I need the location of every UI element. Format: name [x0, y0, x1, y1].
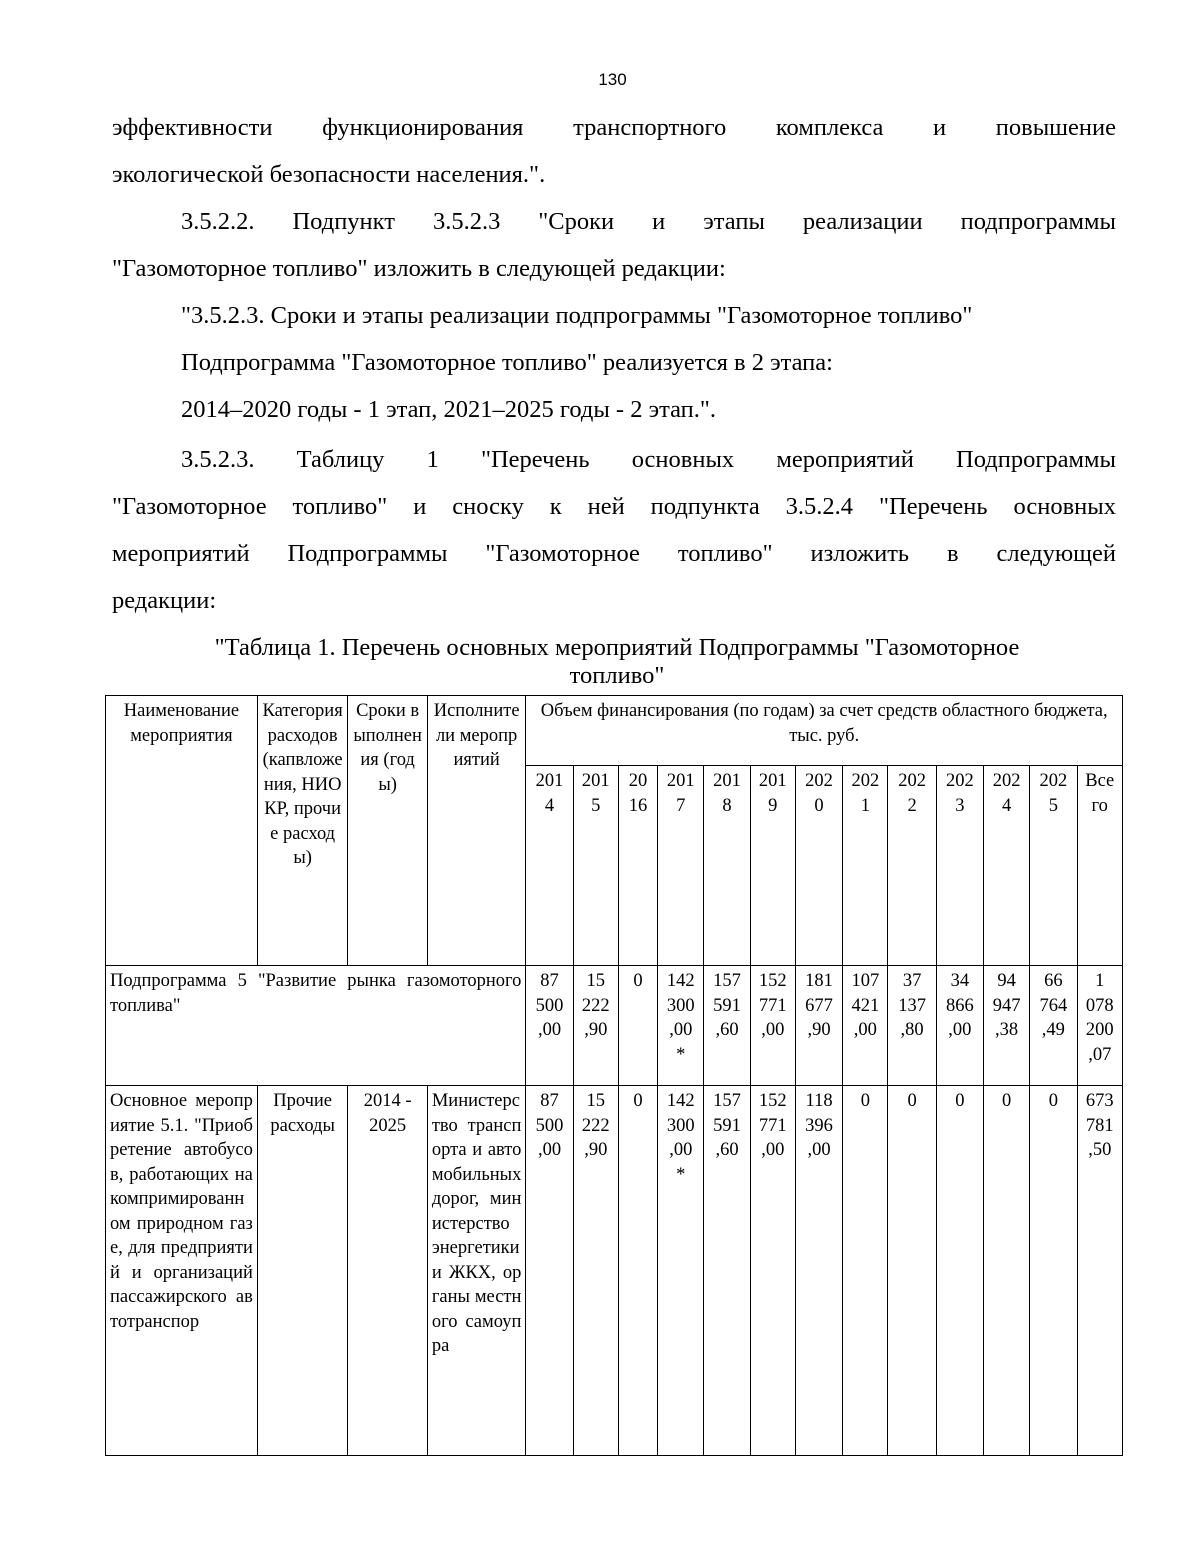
year-header-2 [618, 766, 657, 966]
subprogram-value-4 [704, 966, 750, 1086]
measure-value-8 [888, 1086, 936, 1456]
subprogram-value-3-part: ,00 [669, 1020, 693, 1040]
paragraph-4: Подпрограмма "Газомоторное топливо" реализуется в 2 этапа: [181, 349, 833, 376]
measure-value-5-part: 152 [758, 1091, 787, 1111]
subprogram-value-0 [526, 966, 573, 1086]
subprogram-value-8-part: ,80 [900, 1020, 924, 1040]
measure-value-8-part: 0 [907, 1091, 917, 1111]
subprogram-value-10-part: ,38 [995, 1020, 1019, 1040]
year-header-1-part: 5 [591, 795, 601, 816]
measure-value-0-part: 500 [535, 1115, 564, 1136]
measure-value-9-part: 0 [955, 1091, 965, 1111]
subprogram-value-2-part: 0 [633, 971, 643, 991]
subprogram-value-0-part: ,00 [537, 1020, 562, 1040]
measure-value-9 [936, 1086, 983, 1456]
year-header-8 [888, 766, 936, 966]
measure-value-2 [618, 1086, 657, 1456]
subprogram-value-4-part: 157 [713, 971, 741, 991]
header-category: Категория расходов (капвложения, НИОКР, прочие расходы) [257, 696, 348, 966]
paragraph-6-line-2: "Газомоторное топливо" и сноску к ней подпункта 3.5.2.4 "Перечень основных [112, 493, 1116, 520]
subprogram-value-6 [795, 966, 842, 1086]
measure-value-7 [843, 1086, 888, 1456]
subprogram-value-3 [658, 966, 704, 1086]
measure-value-0 [526, 1086, 573, 1456]
subprogram-value-2 [618, 966, 657, 1086]
paragraph-6-line-4: редакции: [112, 587, 217, 614]
measure-value-1-part: 222 [581, 1115, 610, 1136]
measure-value-4 [704, 1086, 750, 1456]
measure-value-3 [658, 1086, 704, 1456]
measure-value-5 [750, 1086, 795, 1456]
measure-value-6 [795, 1086, 842, 1456]
subprogram-value-3-part: * [676, 1044, 686, 1065]
measure-value-6-part: ,00 [807, 1140, 831, 1160]
paragraph-3: "3.5.2.3. Сроки и этапы реализации подпрограммы "Газомоторное топливо" [181, 302, 973, 329]
year-header-6 [795, 766, 842, 966]
year-header-9-part: 3 [955, 795, 965, 816]
measure-value-1-part: ,90 [584, 1140, 608, 1160]
paragraph-6-line-1: 3.5.2.3. Таблицу 1 "Перечень основных мероприятий Подпрограммы [181, 446, 1116, 473]
subprogram-value-10-part: 94 [997, 971, 1016, 991]
subprogram-value-1-part: 15 [586, 971, 606, 991]
year-header-11-part: 5 [1048, 795, 1058, 816]
year-header-10-part: 4 [1001, 795, 1012, 816]
table-title-line-1: "Таблица 1. Перечень основных мероприятий Подпрограммы "Газомоторное [214, 634, 1020, 661]
header-name: Наименование мероприятия [106, 696, 258, 966]
year-header-7 [843, 766, 888, 966]
subprogram-value-3-part: 300 [666, 995, 695, 1016]
year-header-9 [936, 766, 983, 966]
subprogram-value-8-part: 37 [902, 971, 922, 991]
year-header-4-part: 201 [713, 771, 741, 791]
subprogram-value-12-part: 1 [1095, 971, 1105, 991]
subprogram-value-10 [983, 966, 1029, 1086]
header-funding: Объем финансирования (по годам) за счет средств областного бюджета, тыс. руб. [526, 696, 1123, 766]
measure-value-10-part: 0 [1001, 1091, 1012, 1111]
subprogram-value-7 [843, 966, 888, 1086]
subprogram-value-1-part: ,90 [584, 1020, 608, 1040]
year-header-4-part: 8 [722, 795, 732, 816]
year-header-5-part: 201 [758, 771, 787, 791]
measure-value-3-part: 142 [666, 1091, 695, 1111]
subprogram-value-7-part: 421 [851, 995, 880, 1016]
subprogram-value-5-part: 771 [758, 995, 787, 1016]
year-header-1-part: 201 [581, 771, 610, 791]
year-header-7-part: 1 [860, 795, 870, 816]
subprogram-value-11 [1030, 966, 1077, 1086]
year-header-11-part: 202 [1039, 771, 1068, 791]
subprogram-value-9-part: 866 [945, 995, 974, 1016]
measure-executors: Министерство транспорта и автомобильных дорог, министерство энергетики и ЖКХ, органы местного самоупра [427, 1086, 526, 1456]
year-header-0 [526, 766, 573, 966]
subprogram-value-0-part: 87 [540, 971, 559, 991]
year-header-11 [1030, 766, 1077, 966]
measure-value-12-part: 673 [1085, 1091, 1114, 1111]
measure-value-6-part: 396 [805, 1115, 833, 1136]
subprogram-value-11-part: 764 [1039, 995, 1068, 1016]
year-header-6-part: 202 [805, 771, 833, 791]
measure-category: Прочие расходы [257, 1086, 348, 1456]
year-header-3-part: 7 [676, 795, 686, 816]
measure-value-5-part: 771 [758, 1115, 787, 1136]
subprogram-value-11-part: 66 [1044, 971, 1063, 991]
measure-value-3-part: * [676, 1164, 686, 1185]
year-header-12 [1077, 766, 1123, 966]
subprogram-value-5-part: ,00 [761, 1020, 785, 1040]
year-header-12-part: Все [1085, 771, 1115, 791]
measure-value-10 [983, 1086, 1029, 1456]
year-header-10-part: 202 [992, 771, 1021, 791]
year-header-2-part: 16 [628, 795, 648, 816]
measure-value-12 [1077, 1086, 1123, 1456]
year-header-5 [750, 766, 795, 966]
measure-row [106, 1086, 1123, 1456]
measure-value-11 [1030, 1086, 1077, 1456]
year-header-6-part: 0 [814, 795, 824, 816]
header-executors: Исполнители мероприятий [427, 696, 526, 966]
header-terms: Сроки выполнения (годы) [348, 696, 427, 966]
year-header-4 [704, 766, 750, 966]
subprogram-value-8 [888, 966, 936, 1086]
paragraph-6-line-3: мероприятий Подпрограммы "Газомоторное топливо" изложить в следующей [112, 540, 1116, 567]
year-header-2-part: 20 [628, 771, 648, 791]
measure-value-1 [573, 1086, 618, 1456]
funding-table [105, 695, 1123, 1456]
subprogram-value-8-part: 137 [898, 995, 926, 1016]
subprogram-value-12-part: 200 [1085, 1020, 1114, 1040]
year-header-8-part: 2 [907, 795, 917, 816]
measure-value-4-part: 591 [713, 1115, 741, 1136]
subprogram-value-9 [936, 966, 983, 1086]
subprogram-value-4-part: 591 [713, 995, 741, 1016]
year-header-5-part: 9 [768, 795, 778, 816]
measure-value-4-part: 157 [713, 1091, 741, 1111]
measure-value-11-part: 0 [1048, 1091, 1058, 1111]
measure-value-3-part: ,00 [669, 1140, 693, 1160]
paragraph-1-line-2: экологической безопасности населения.". [112, 161, 546, 188]
table-title-line-2: топливо" [569, 662, 665, 689]
measure-value-7-part: 0 [860, 1091, 870, 1111]
subprogram-value-7-part: 107 [851, 971, 880, 991]
measure-value-3-part: 300 [666, 1115, 695, 1136]
subprogram-row [106, 966, 1123, 1086]
subprogram-value-6-part: ,90 [807, 1020, 831, 1040]
measure-value-12-part: ,50 [1088, 1140, 1112, 1160]
paragraph-1-line-1: эффективности функционирования транспортного комплекса и повышение [112, 114, 1116, 141]
header-row [106, 696, 1123, 766]
year-header-3-part: 201 [666, 771, 695, 791]
year-header-12-part: го [1091, 795, 1108, 816]
subprogram-value-11-part: ,49 [1041, 1020, 1065, 1040]
paragraph-2-line-2: "Газомоторное топливо" изложить в следующей редакции: [112, 255, 726, 282]
measure-value-1-part: 15 [586, 1091, 606, 1111]
measure-value-12-part: 781 [1085, 1115, 1114, 1136]
table-title [112, 634, 1122, 690]
measure-name: Основное мероприятие 5.1. "Приобретение автобусов, работающих на компримированном природном газе, для предприятий и организаций пассажирского автотранспор [106, 1086, 258, 1456]
year-header-9-part: 202 [945, 771, 974, 791]
measure-value-6-part: 118 [805, 1091, 833, 1111]
year-header-3 [658, 766, 704, 966]
measure-value-2-part: 0 [633, 1091, 643, 1111]
subprogram-value-6-part: 677 [805, 995, 833, 1016]
measure-value-4-part: ,60 [715, 1140, 739, 1160]
paragraph-5: 2014–2020 годы - 1 этап, 2021–2025 годы - 2 этап.". [181, 396, 717, 423]
subprogram-value-5 [750, 966, 795, 1086]
subprogram-value-12 [1077, 966, 1123, 1086]
subprogram-value-7-part: ,00 [853, 1020, 877, 1040]
year-header-1 [573, 766, 618, 966]
year-header-0-part: 201 [535, 771, 564, 791]
paragraph-2-line-1: 3.5.2.2. Подпункт 3.5.2.3 "Сроки и этапы реализации подпрограммы [181, 208, 1116, 235]
subprogram-value-6-part: 181 [805, 971, 833, 991]
measure-value-5-part: ,00 [761, 1140, 785, 1160]
measure-value-0-part: 87 [540, 1091, 559, 1111]
year-header-0-part: 4 [544, 795, 555, 816]
year-header-8-part: 202 [898, 771, 926, 791]
subprogram-label: Подпрограмма 5 "Развитие рынка газомоторного топлива" [106, 966, 526, 1086]
subprogram-value-12-part: ,07 [1088, 1044, 1112, 1065]
subprogram-value-9-part: ,00 [948, 1020, 972, 1040]
subprogram-value-9-part: 34 [950, 971, 970, 991]
measure-terms: 2014 - 2025 [348, 1086, 427, 1456]
measure-value-0-part: ,00 [537, 1140, 562, 1160]
page-number: 130 [598, 70, 627, 89]
subprogram-value-0-part: 500 [535, 995, 564, 1016]
subprogram-value-4-part: ,60 [715, 1020, 739, 1040]
year-header-10 [983, 766, 1029, 966]
year-header-7-part: 202 [851, 771, 880, 791]
subprogram-value-12-part: 078 [1085, 995, 1114, 1016]
subprogram-value-5-part: 152 [758, 971, 787, 991]
subprogram-value-1 [573, 966, 618, 1086]
subprogram-value-1-part: 222 [581, 995, 610, 1016]
subprogram-value-3-part: 142 [666, 971, 695, 991]
subprogram-value-10-part: 947 [992, 995, 1021, 1016]
